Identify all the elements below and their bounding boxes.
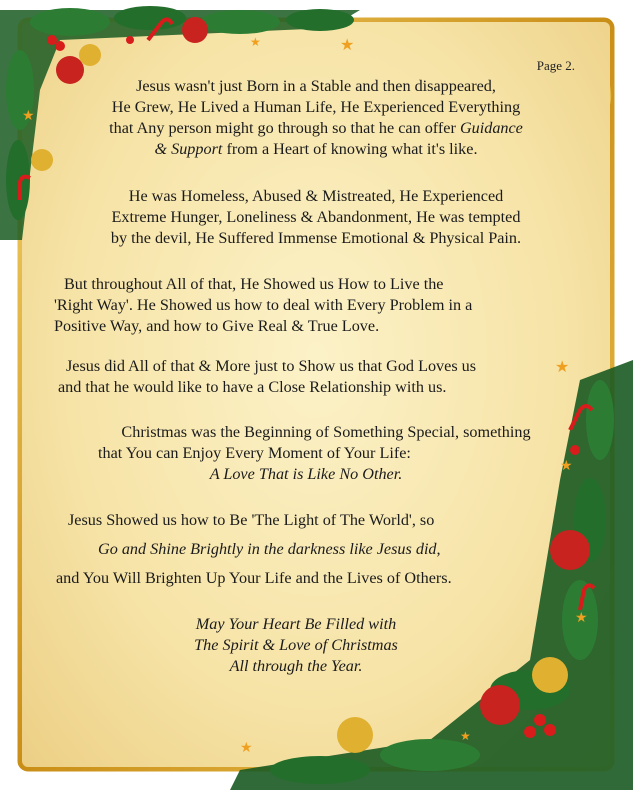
paragraph-5	[38, 422, 574, 485]
text-line: and that he would like to have a Close Relationship with us.	[58, 378, 447, 396]
text-line: A Love That is Like No Other.	[209, 465, 403, 483]
text-line: The Spirit & Love of Christmas	[194, 636, 398, 654]
text-line: & Support from a Heart of knowing what it's like.	[154, 140, 478, 158]
svg-text:★: ★	[240, 741, 253, 756]
paragraph-1	[48, 76, 584, 160]
svg-text:★: ★	[575, 611, 588, 626]
text-line: Go and Shine Brightly in the darkness like Jesus did,	[98, 540, 441, 558]
svg-text:★: ★	[250, 35, 261, 49]
text-line: by the devil, He Suffered Immense Emotional & Physical Pain.	[110, 229, 522, 247]
text-line: May Your Heart Be Filled with	[195, 615, 397, 633]
text-line: and You Will Brighten Up Your Life and the Lives of Others.	[56, 569, 452, 587]
paragraph-3	[54, 274, 590, 337]
closing-blessing	[28, 614, 564, 677]
text-line: Jesus Showed us how to Be 'The Light of The World', so	[68, 511, 435, 529]
text-line: All through the Year.	[229, 657, 363, 675]
text-line: 'Right Way'. He Showed us how to deal with Every Problem in a	[54, 296, 473, 314]
paragraph-4	[58, 356, 594, 398]
letter-body	[48, 52, 584, 742]
text-line: Christmas was the Beginning of Something Special, something	[121, 423, 531, 441]
svg-text:★: ★	[555, 360, 570, 376]
text-line: that Any person might go through so that he can offer Guidance	[109, 119, 523, 137]
svg-text:★: ★	[560, 459, 573, 474]
svg-text:★: ★	[22, 109, 35, 124]
text-line: Positive Way, and how to Give Real & True Love.	[54, 317, 380, 335]
text-line: Jesus did All of that & More just to Show us that God Loves us	[66, 357, 477, 375]
paragraph-2	[48, 186, 584, 249]
text-line: that You can Enjoy Every Moment of Your Life:	[98, 444, 411, 462]
text-line: But throughout All of that, He Showed us How to Live the	[64, 275, 444, 293]
page-number: Page 2.	[536, 58, 575, 73]
text-line: Jesus wasn't just Born in a Stable and then disappeared,	[136, 77, 496, 95]
svg-text:★: ★	[460, 729, 471, 743]
star-icon: ★	[340, 37, 355, 54]
text-line: Extreme Hunger, Loneliness & Abandonment, He was tempted	[111, 208, 521, 226]
text-line: He was Homeless, Abused & Mistreated, He Experienced	[128, 187, 504, 205]
text-line: He Grew, He Lived a Human Life, He Experienced Everything	[111, 98, 521, 116]
paragraph-6	[56, 510, 604, 589]
